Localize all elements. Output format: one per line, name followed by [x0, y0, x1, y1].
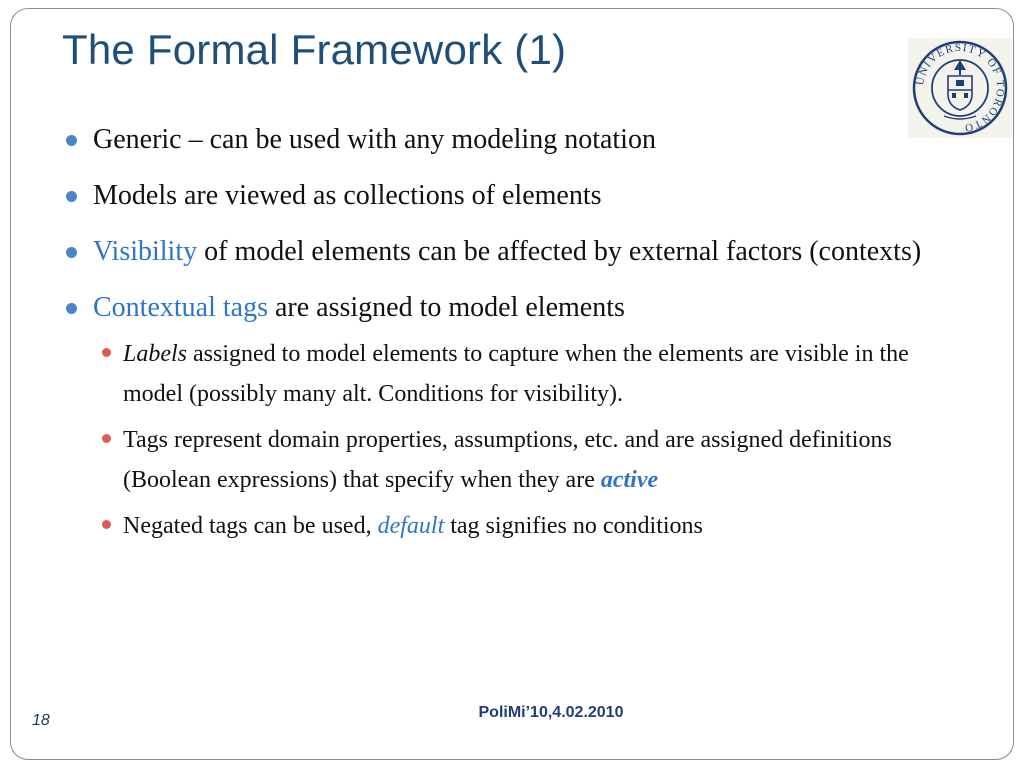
bullet-text: Tags represent domain properties, assumptions, etc. and are assigned definitions (Boolean expressions) that specify when they are — [123, 427, 892, 493]
page-number: 18 — [32, 712, 50, 729]
emphasis-term: Labels — [123, 341, 188, 367]
bullet-generic — [62, 118, 962, 162]
slide-body — [62, 118, 962, 552]
slide-title: The Formal Framework (1) — [62, 26, 567, 73]
bullet-text: tag signifies no conditions — [444, 513, 703, 539]
highlight-term: Visibility — [93, 236, 198, 267]
bullet-models — [62, 174, 962, 218]
sub-bullet-labels — [62, 334, 962, 414]
bullet-text: Models are viewed as collections of elements — [93, 180, 602, 211]
sub-bullet-tags — [62, 420, 962, 500]
bullet-text: Negated tags can be used, — [123, 513, 378, 539]
svg-text:UNIVERSITY OF TORONTO: UNIVERSITY OF TORONTO — [913, 41, 1007, 134]
bullet-text: are assigned to model elements — [267, 292, 625, 323]
highlight-term: Contextual tags — [93, 292, 268, 323]
footer-text: PoliMi’10,4.02.2010 — [478, 704, 624, 721]
bullet-visibility — [62, 230, 962, 274]
bullet-text: assigned to model elements to capture when the elements are visible in the model (possibly many alt. Conditions for visibility). — [123, 341, 909, 407]
emphasis-term: default — [377, 513, 445, 539]
emphasis-term: active — [600, 467, 659, 493]
bullet-text: of model elements can be affected by external factors (contexts) — [197, 236, 922, 267]
bullet-text: Generic – can be used with any modeling notation — [93, 124, 656, 155]
bullet-contextual-tags — [62, 286, 962, 330]
sub-bullet-negated-tags — [62, 506, 962, 546]
